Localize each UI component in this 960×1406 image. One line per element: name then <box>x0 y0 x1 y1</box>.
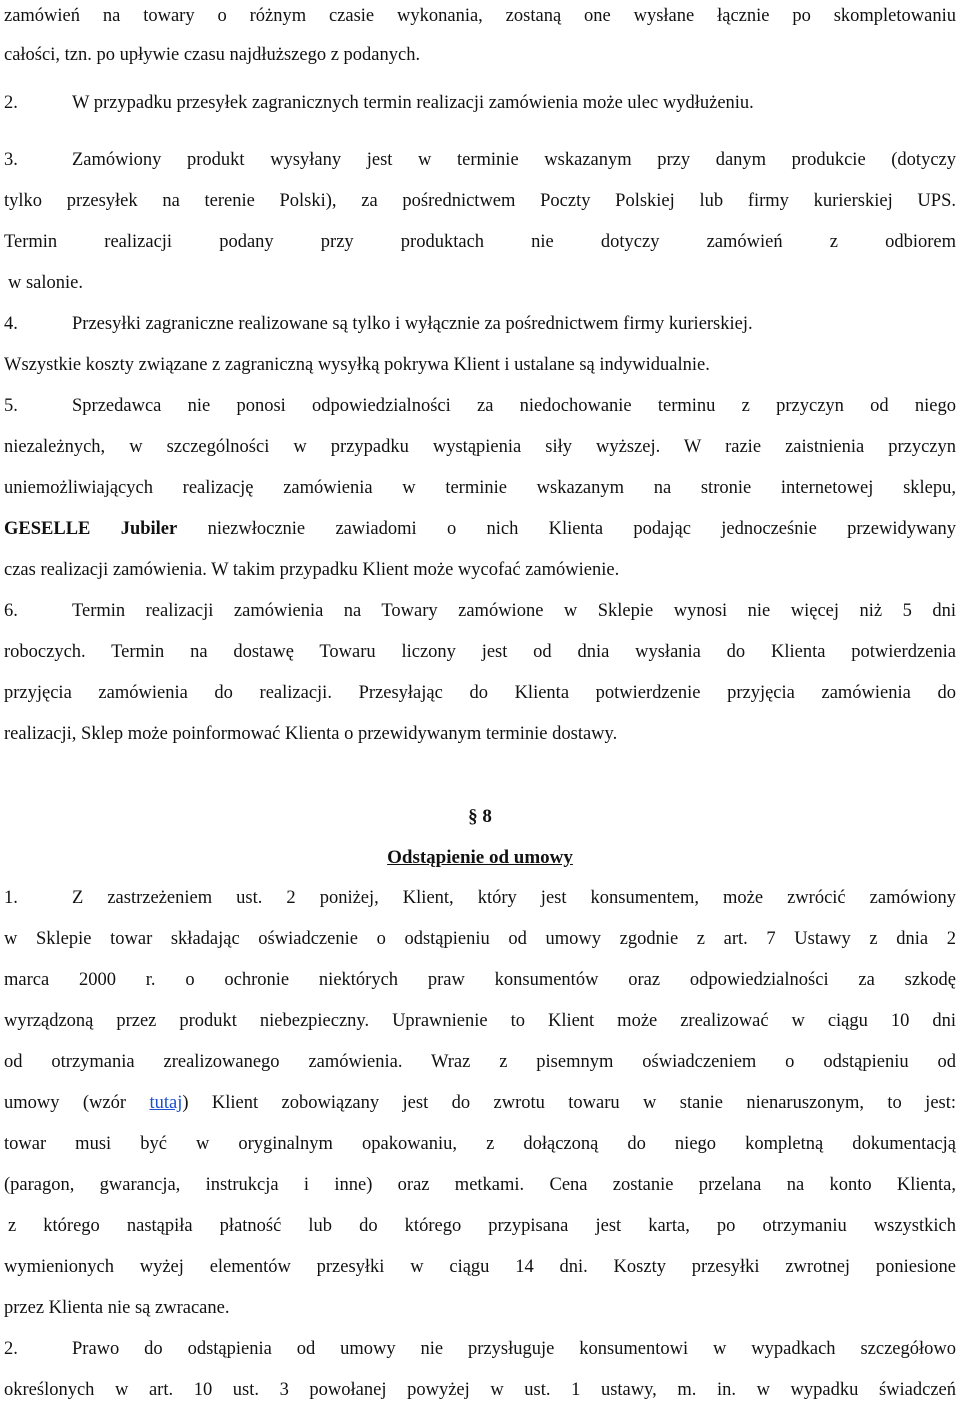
template-link[interactable]: tutaj <box>149 1093 183 1113</box>
text-line: Z zastrzeżeniem ust. 2 poniżej, Klient, który jest konsumentem, może zwrócić zamówiony <box>72 888 956 908</box>
text-line: określonych w art. 10 ust. 3 powołanej powyżej w ust. 1 ustawy, m. in. w wypadku świadczeń <box>4 1380 956 1400</box>
text-line <box>4 1091 956 1115</box>
text-line: Sprzedawca nie ponosi odpowiedzialności za niedochowanie terminu z przyczyn od niego <box>72 396 956 416</box>
text-line: wyrządzoną przez produkt niebezpieczny. Uprawnienie to Klient może zrealizować w ciągu 10 dni <box>4 1011 956 1031</box>
list-number: 2. <box>4 93 18 113</box>
list-item-3 <box>4 148 956 172</box>
text-line: Termin realizacji zamówienia na Towary zamówione w Sklepie wynosi nie więcej niż 5 dni <box>72 601 956 621</box>
section-number: § 8 <box>468 806 492 827</box>
text-fragment: niezwłocznie zawiadomi o nich Klienta podając jednocześnie przewidywany <box>207 519 956 539</box>
text-line: towar musi być w oryginalnym opakowaniu, z dołączoną do niego kompletną dokumentacją <box>4 1134 956 1154</box>
text-line: przez Klienta nie są zwracane. <box>4 1298 230 1318</box>
text-line: realizacji, Sklep może poinformować Klienta o przewidywanym terminie dostawy. <box>4 724 618 744</box>
company-name: GESELLE Jubiler <box>4 519 178 539</box>
list-item-5 <box>4 394 956 418</box>
text-line: z którego nastąpiła płatność lub do którego przypisana jest karta, po otrzymaniu wszystkich <box>8 1216 956 1236</box>
text-line: uniemożliwiających realizację zamówienia w terminie wskazanym na stronie internetowej sklepu, <box>4 478 956 498</box>
text-line: niezależnych, w szczególności w przypadku wystąpienia siły wyższej. W razie zaistnienia przyczyn <box>4 437 956 457</box>
text-line: w salonie. <box>8 273 84 293</box>
text-line: tylko przesyłek na terenie Polski), za pośrednictwem Poczty Polskiej lub firmy kurierskiej UPS. <box>4 191 956 211</box>
list-number: 3. <box>4 150 18 170</box>
text-line: Prawo do odstąpienia od umowy nie przysługuje konsumentowi w wypadkach szczegółowo <box>72 1339 956 1359</box>
section-title <box>0 845 960 871</box>
text-line: Zamówiony produkt wysyłany jest w terminie wskazanym przy danym produkcie (dotyczy <box>72 150 956 170</box>
text-line: wymienionych wyżej elementów przesyłki w ciągu 14 dni. Koszty przesyłki zwrotnej poniesione <box>4 1257 956 1277</box>
text-line: całości, tzn. po upływie czasu najdłuższego z podanych. <box>4 45 421 65</box>
list-item-4 <box>4 312 956 336</box>
text-line: W przypadku przesyłek zagranicznych termin realizacji zamówienia może ulec wydłużeniu. <box>72 93 754 113</box>
text-fragment: umowy (wzór <box>4 1093 127 1113</box>
text-line: zamówień na towary o różnym czasie wykonania, zostaną one wysłane łącznie po skompletowaniu <box>4 6 956 26</box>
text-line: (paragon, gwarancja, instrukcja i inne) oraz metkami. Cena zostanie przelana na konto Klienta, <box>4 1175 956 1195</box>
list-number: 6. <box>4 601 18 621</box>
text-line: marca 2000 r. o ochronie niektórych praw konsumentów oraz odpowiedzialności za szkodę <box>4 970 956 990</box>
section-title-text: Odstąpienie od umowy <box>387 847 573 868</box>
text-line: Termin realizacji podany przy produktach nie dotyczy zamówień z odbiorem <box>4 232 956 252</box>
list-item-6 <box>4 599 956 623</box>
list-item-1 <box>4 886 956 910</box>
text-line: przyjęcia zamówienia do realizacji. Przesyłając do Klienta potwierdzenie przyjęcia zamówienia do <box>4 683 956 703</box>
text-line: od otrzymania zrealizowanego zamówienia. Wraz z pisemnym oświadczeniem o odstąpieniu od <box>4 1052 956 1072</box>
list-number: 1. <box>4 888 18 908</box>
text-line: czas realizacji zamówienia. W takim przypadku Klient może wycofać zamówienie. <box>4 560 620 580</box>
text-line: Wszystkie koszty związane z zagraniczną wysyłką pokrywa Klient i ustalane są indywidualnie. <box>4 355 710 375</box>
list-item-2 <box>4 91 956 115</box>
text-line: roboczych. Termin na dostawę Towaru liczony jest od dnia wysłania do Klienta potwierdzenia <box>4 642 956 662</box>
text-line: Przesyłki zagraniczne realizowane są tylko i wyłącznie za pośrednictwem firmy kurierskiej. <box>72 314 753 334</box>
list-number: 2. <box>4 1339 18 1359</box>
list-number: 4. <box>4 314 18 334</box>
text-line <box>4 517 956 541</box>
list-item-2b <box>4 1337 956 1361</box>
list-number: 5. <box>4 396 18 416</box>
text-line: w Sklepie towar składając oświadczenie o odstąpieniu od umowy zgodnie z art. 7 Ustawy z dnia 2 <box>4 929 956 949</box>
text-fragment: ) Klient zobowiązany jest do zwrotu towaru w stanie nienaruszonym, to jest: <box>182 1093 956 1113</box>
